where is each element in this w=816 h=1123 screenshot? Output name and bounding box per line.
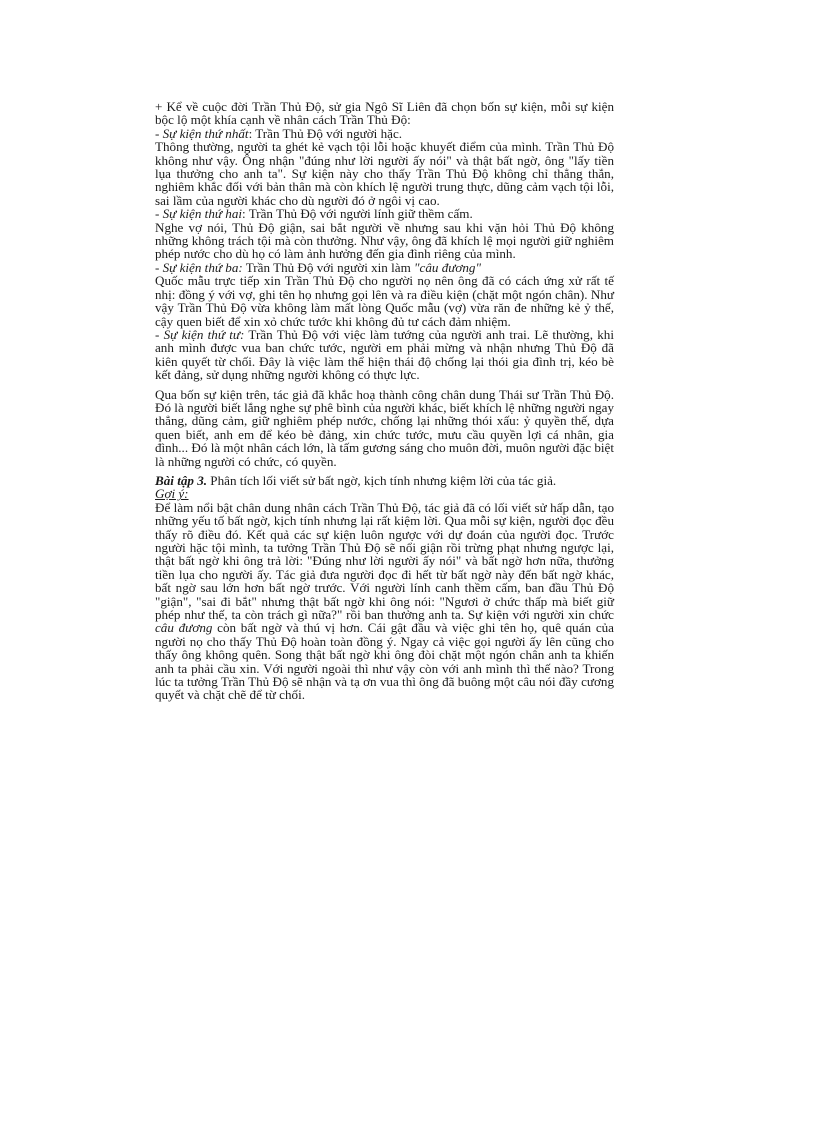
summary-paragraph bbox=[155, 388, 614, 468]
exercise-3-paragraph bbox=[155, 474, 614, 487]
intro-paragraph bbox=[155, 100, 614, 127]
event-2-body-text: Nghe vợ nói, Thủ Độ giận, sai bắt người về nhưng sau khi vặn hỏi Thủ Độ không những không trách tội mà còn thưởng. Như vậy, ông đã khích lệ mọi người giữ nghiêm phép nước cho dù họ có làm ảnh hưởng đến gia đình riêng của mình. bbox=[155, 219, 614, 262]
hint-italic: câu đương bbox=[155, 620, 213, 636]
hint-label: Gợi ý: bbox=[155, 486, 189, 502]
event-2-body bbox=[155, 221, 614, 261]
event-3-title: Trần Thủ Độ với người xin làm bbox=[242, 259, 415, 275]
summary-text: Qua bốn sự kiện trên, tác giả đã khắc hoạ thành công chân dung Thái sư Trần Thủ Độ. Đó là người biết lắng nghe sự phê bình của người khác, biết khích lệ những người ngay thẳng, dũng cảm, giữ nghiêm phép nước, chống lại những thói xấu: ỷ quyền thế, dựa quen biết, anh em để kéo bè đảng, xin chức tước, mưu cầu quyền lợi cá nhân, gia đình... Đó là một nhân cách lớn, là tấm gương sáng cho muôn đời, muôn người đặc biệt là những người có chức, có quyền. bbox=[155, 386, 614, 469]
hint-body-2: còn bất ngờ và thú vị hơn. Cái gật đầu và việc ghi tên họ, quê quán của người nọ cho thấy Thủ Độ hoàn toàn đồng ý. Ngay cả việc gọi người ấy lên cũng cho thấy ông không quên. Song thật bất ngờ khi ông đòi chặt một ngón chân anh ta khiến anh ta phải cầu xin. Với người ngoài thì như vậy còn với anh mình thì thế nào? Trong lúc ta tưởng Trần Thủ Độ sẽ nhận và tạ ơn vua thì ông đã buông một câu nói đầy cương quyết và chặt chẽ để từ chối. bbox=[155, 620, 614, 703]
event-2-title: : Trần Thủ Độ với người lính giữ thềm cấm. bbox=[242, 206, 473, 222]
event-3-heading bbox=[155, 261, 614, 274]
event-3-title-italic: "câu đương" bbox=[414, 259, 481, 275]
hint-body: Để làm nổi bật chân dung nhân cách Trần Thủ Độ, tác giả đã có lối viết sử hấp dẫn, tạo những yếu tố bất ngờ, kịch tính nhưng lại rất kiệm lời. Qua mỗi sự kiện, người đọc đều thấy rõ điều đó. Kết quả các sự kiện luôn ngược với dự đoán của người đọc. Trước người hặc tội mình, ta tưởng Trần Thủ Độ sẽ nổi giận rồi trừng phạt nhưng ngược lại, thật bất ngờ khi ông trả lời: "Đúng như lời người ấy nói" và bất ngờ hơn nữa, thưởng tiền lụa cho người ấy. Tác giả đưa người đọc đi hết từ bất ngờ này đến bất ngờ khác, bất ngờ sau lớn hơn bất ngờ trước. Với người lính canh thềm cấm, ban đầu Thủ Độ "giận", "sai đi bắt" nhưng thật bất ngờ khi ông nói: "Ngươi ở chức thấp mà biết giữ phép như thế, ta còn trách gì nữa?" rồi ban thưởng anh ta. Sự kiện với người xin chức bbox=[155, 499, 614, 623]
event-3-label: - Sự kiện thứ ba: bbox=[155, 259, 243, 275]
event-1-title: : Trần Thủ Độ với người hặc. bbox=[248, 125, 403, 141]
event-4-title: Trần Thủ Độ với việc làm tướng của người anh trai. bbox=[244, 326, 531, 342]
event-1-body-text: Thông thường, người ta ghét kẻ vạch tội lỗi hoặc khuyết điểm của mình. Trần Thủ Độ không như vậy. Ông nhận "đúng như lời người ấy nói" và thật bất ngờ, ông "lấy tiền lụa thưởng cho anh ta". Sự kiện này cho thấy Trần Thủ Độ không chỉ thẳng thắn, nghiêm khắc đối với bản thân mà còn khích lệ người trung thực, dũng cảm vạch tội lỗi, sai lầm của người khác cho dù người đó ở ngôi vị cao. bbox=[155, 139, 614, 208]
event-2-label: - Sự kiện thứ hai bbox=[155, 206, 243, 222]
document-page bbox=[155, 100, 614, 702]
event-1-label: - Sự kiện thứ nhất bbox=[155, 125, 249, 141]
event-3-body bbox=[155, 274, 614, 328]
exercise-3-label: Bài tập 3. bbox=[155, 472, 208, 488]
event-2-heading bbox=[155, 207, 614, 220]
event-1-heading bbox=[155, 127, 614, 140]
event-4-label: - Sự kiện thứ tư: bbox=[155, 326, 245, 342]
intro-text: + Kể về cuộc đời Trần Thủ Độ, sử gia Ngô Sĩ Liên đã chọn bốn sự kiện, mỗi sự kiện bộc lộ một khía cạnh về nhân cách Trần Thủ Độ: bbox=[155, 99, 614, 128]
event-4-paragraph bbox=[155, 328, 614, 382]
event-3-body-text: Quốc mẫu trực tiếp xin Trần Thủ Độ cho người nọ nên ông đã có cách ứng xử rất tế nhị: đồng ý với vợ, ghi tên họ nhưng gọi lên và ra điều kiện (chặt một ngón chân). Như vậy Trần Thủ Độ vừa không làm mất lòng Quốc mẫu (vợ) vừa răn đe những kẻ ỷ thế, cậy quen biết để xin xỏ chức tước khi không đủ tư cách đảm nhiệm. bbox=[155, 273, 614, 329]
hint-heading bbox=[155, 487, 614, 500]
event-1-body bbox=[155, 140, 614, 207]
exercise-3-text: Phân tích lối viết sử bất ngờ, kịch tính nhưng kiệm lời của tác giả. bbox=[207, 472, 557, 488]
event-4-body-text: Lẽ thường, khi anh mình được vua ban chức tước, người em phải mừng và nhận nhưng Thủ Độ đã kiên quyết từ chối. Đây là việc làm thể hiện thái độ chống lại thói gia đình trị, kéo bè kết đảng, sử dụng những người không có thực lực. bbox=[155, 326, 614, 383]
hint-paragraph bbox=[155, 501, 614, 702]
